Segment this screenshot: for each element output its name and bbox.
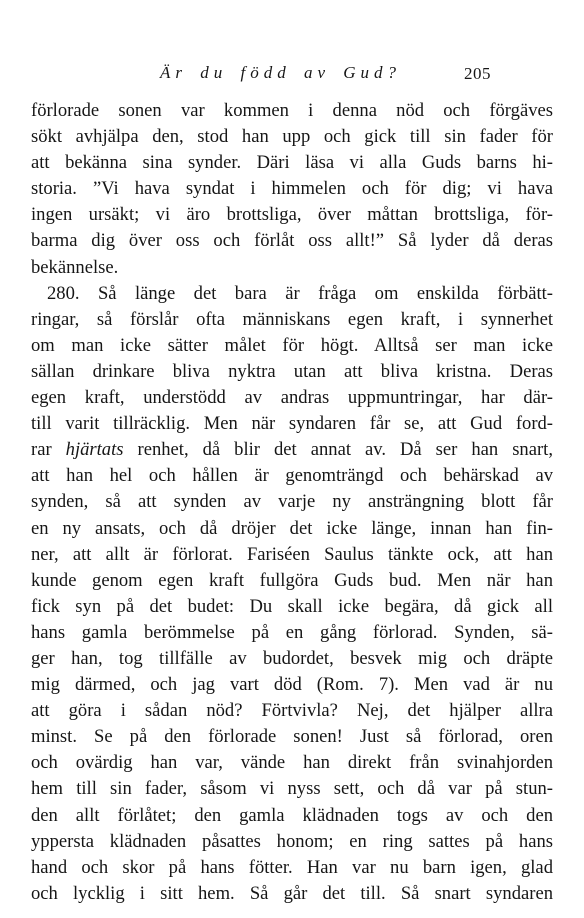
text-line: och lycklig i sitt hem. Så går det till. Så snart syndaren [31, 882, 553, 904]
text-line: synden, så att synden av varje ny ansträngning blott får [31, 491, 553, 513]
page-header [0, 63, 584, 89]
page-number: 205 [464, 64, 491, 83]
text-line: om man icke sätter målet för högt. Alltså ser man icke [31, 334, 553, 356]
text-line: hans gamla berömmelse på en gång förlorad. Synden, sä- [31, 621, 553, 643]
text-line: att göra i sådan nöd? Förtvivla? Nej, det hjälper allra [31, 700, 553, 722]
text-line: ger han, tog tillfälle av budordet, besvek mig och dräpte [31, 647, 553, 669]
text-line: kunde genom egen kraft fullgöra Guds bud. Men när han [31, 569, 553, 591]
text-line: en ny ansats, och då dröjer det icke länge, innan han fin- [31, 517, 553, 539]
text-line: yppersta klädnaden påsattes honom; en ring sattes på hans [31, 830, 553, 852]
text-line-with-emphasis [31, 437, 553, 463]
text-line: mig därmed, och jag vart död (Rom. 7). Men vad är nu [31, 674, 553, 696]
text-line: hand och skor på hans fötter. Han var nu barn igen, glad [31, 856, 553, 878]
text-line: minst. Se på den förlorade sonen! Just så förlorad, oren [31, 726, 553, 748]
text-line: sällan drinkare bliva nyktra utan att bliva kristna. Deras [31, 360, 553, 382]
text-line: barma dig över oss och förlåt oss allt!” Så lyder då deras [31, 230, 553, 252]
emphasized-word: hjärtats [65, 439, 124, 461]
text-line: sökt avhjälpa den, stod han upp och gick till sin fader för [31, 126, 553, 148]
text-line: 280. Så länge det bara är fråga om enskilda förbätt- [47, 282, 553, 304]
text-line: och ovärdig han var, vände han direkt från svinahjorden [31, 752, 553, 774]
body-text [31, 98, 553, 907]
text-fragment: rar [31, 439, 66, 461]
running-title: Är du född av Gud? [160, 63, 402, 82]
text-line: ner, att allt är förlorat. Fariséen Saulus tänkte ock, att han [31, 543, 553, 565]
text-line: ingen ursäkt; vi äro brottsliga, över måttan brottsliga, för- [31, 204, 553, 226]
text-line: den allt förlåtet; den gamla klädnaden togs av och den [31, 804, 553, 826]
text-line: att bekänna sina synder. Däri läsa vi alla Guds barns hi- [31, 152, 553, 174]
text-line: till varit tillräcklig. Men när syndaren får se, att Gud ford- [31, 413, 553, 435]
text-fragment: renhet, då blir det annat av. Då ser han snart, [123, 439, 553, 461]
text-line: att han hel och hållen är genomträngd och behärskad av [31, 465, 553, 487]
text-line: storia. ”Vi hava syndat i himmelen och för dig; vi hava [31, 178, 553, 200]
text-line: bekännelse. [31, 256, 119, 278]
text-line: fick syn på det budet: Du skall icke begära, då gick all [31, 595, 553, 617]
text-line: egen kraft, understödd av andras uppmuntringar, har där- [31, 387, 553, 409]
text-line: förlorade sonen var kommen i denna nöd och förgäves [31, 100, 553, 121]
text-line: ringar, så förslår ofta människans egen kraft, i synnerhet [31, 308, 553, 330]
text-line: hem till sin fader, såsom vi nyss sett, och då var på stun- [31, 778, 553, 800]
